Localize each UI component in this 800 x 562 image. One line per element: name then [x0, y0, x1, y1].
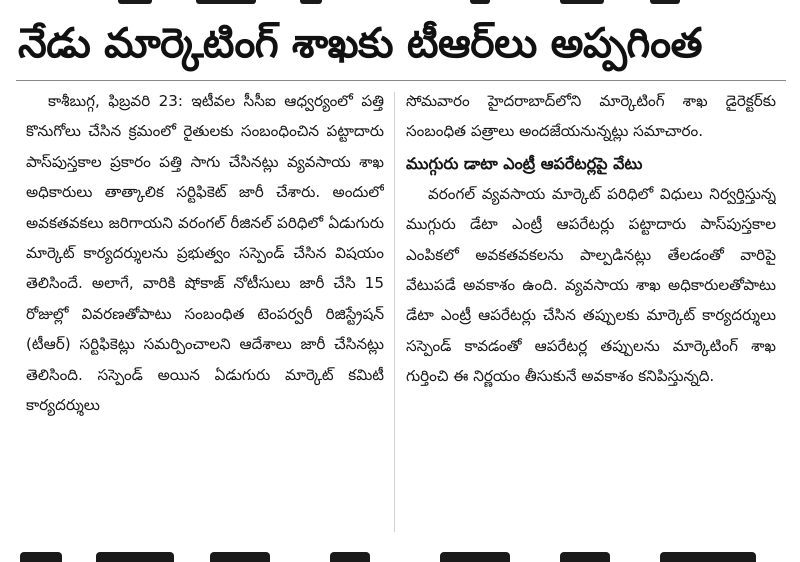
article-paragraph-left: కాశీబుగ్గ, ఫిబ్రవరి 23: ఇటీవల సీసీఐ ఆధ్వర్యంలో పత్తి కొనుగోలు చేసిన క్రమంలో రైతులకు సంబంధించిన పట్టాదారు పాస్‌పుస్తకాల ప్రకారం పత్తి సాగు చేసినట్లు వ్యవసాయ శాఖ అధికారులు తాత్కాలిక సర్టిఫికెట్ జారీ చేశారు. అందులో అవకతవకలు జరిగాయని వరంగల్ రీజినల్ పరిధిలో ఏడుగురు మార్కెట్ కార్యదర్శులను ప్రభుత్వం సస్పెండ్ చేసిన విషయం తెలిసిందే. అలాగే, వారికి షోకాజ్ నోటీసులు జారీ చేసి 15 రోజుల్లో వివరణతోపాటు సంబంధిత టెంపర్వరీ రిజిస్ట్రేషన్ (టీఆర్) సర్టిఫికెట్లు సమర్పించాలని ఆదేశాలు జారీ చేసినట్లు తెలిసింది. సస్పెండ్ అయిన ఏడుగురు మార్కెట్ కమిటీ కార్యదర్శులు: [26, 92, 384, 415]
article-right-column: [406, 86, 776, 536]
article-headline: నేడు మార్కెటింగ్ శాఖకు టీఆర్‌లు అప్పగింత: [18, 19, 702, 67]
article-left-column: [26, 86, 384, 536]
article-paragraph-right-2: వరంగల్ వ్యవసాయ మార్కెట్ పరిధిలో విధులు నిర్వర్తిస్తున్న ముగ్గురు డేటా ఎంట్రీ ఆపరేటర్లు పట్టాదారు పాస్‌పుస్తకాల ఎంపికలో అవకతవకలను పాల్పడినట్లు తేలడంతో వారిపై వేటుపడే అవకాశం ఉంది. వ్యవసాయ శాఖ అధికారులతోపాటు డేటా ఎంట్రీ ఆపరేటర్లు చేసిన తప్పులకు మార్కెట్ కార్యదర్శులు సస్పెండ్ కావడంతో ఆపరేటర్ల తప్పులను మార్కెటింగ్ శాఖ గుర్తించి ఈ నిర్ణయం తీసుకునే అవకాశం కనిపిస్తున్నది.: [406, 184, 776, 386]
article-subheading: ముగ్గురు డాటా ఎంట్రీ ఆపరేటర్లపై వేటు: [406, 153, 643, 173]
headline-rule: [16, 80, 786, 81]
column-divider: [394, 92, 395, 532]
previous-article-cut-text: [0, 0, 800, 8]
article-paragraph-right-continued: సోమవారం హైదరాబాద్‌లోని మార్కెటింగ్ శాఖ డైరెక్టర్‌కు సంబంధిత పత్రాలు అందజేయనున్నట్లు సమాచారం.: [406, 92, 776, 141]
next-article-cut-headline: [0, 546, 800, 562]
